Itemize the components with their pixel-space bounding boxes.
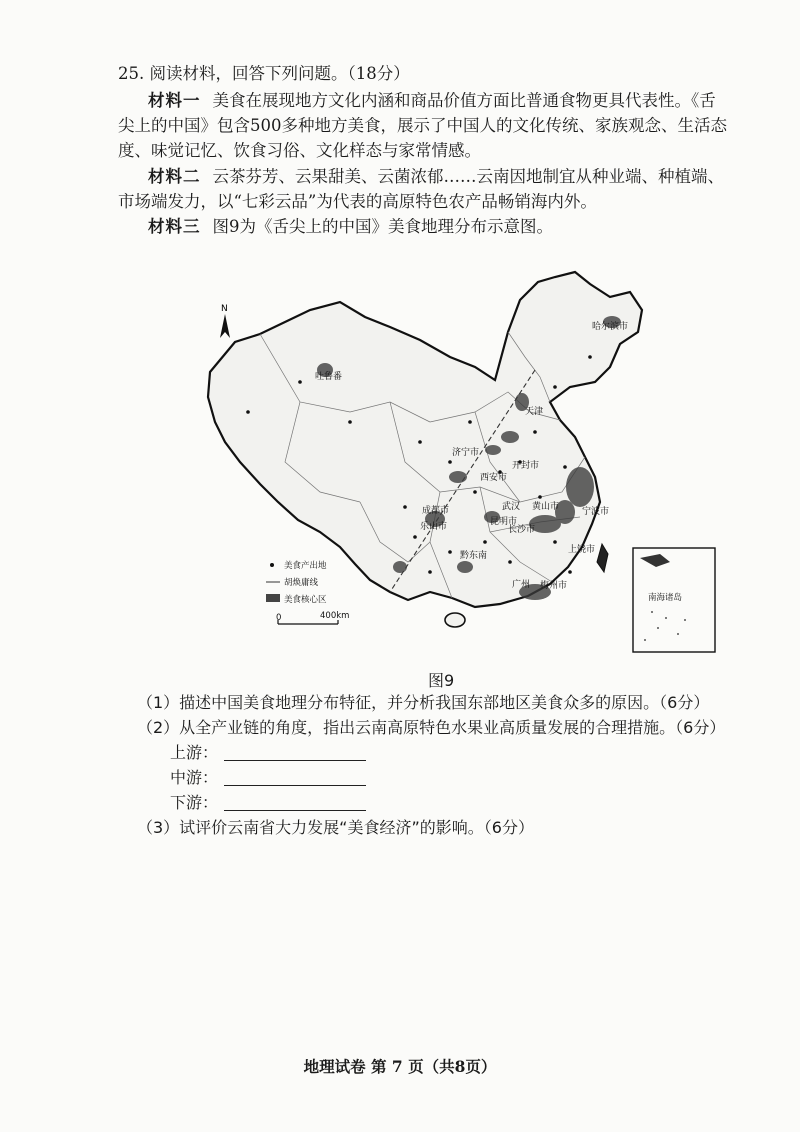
city-label-huangshan: 黄山市 bbox=[532, 502, 560, 512]
legend-point: 美食产出地 bbox=[284, 561, 327, 571]
material-three-text1: 图9为《舌尖上的中国》美食地理分布示意图。 bbox=[212, 217, 553, 236]
hainan-island bbox=[445, 613, 465, 627]
figure-caption: 图9 bbox=[428, 671, 455, 690]
city-label-meizhou: 梅州市 bbox=[540, 581, 568, 591]
city-label-turpan: 吐鲁番 bbox=[315, 372, 343, 382]
page-footer: 地理试卷 第 7 页（共8页） bbox=[303, 1057, 497, 1076]
map-svg bbox=[190, 262, 750, 662]
material-three-line1 bbox=[148, 219, 553, 236]
taiwan-island bbox=[597, 544, 608, 572]
material-one-line1 bbox=[148, 93, 716, 110]
north-label: N bbox=[221, 304, 228, 314]
city-label-chengdu: 成都市 bbox=[422, 506, 450, 516]
city-label-wuhan: 武汉 bbox=[502, 502, 521, 512]
legend-line: 胡焕庸线 bbox=[284, 578, 319, 588]
midstream-label: 中游： bbox=[170, 768, 219, 787]
city-label-qiandongnan: 黔东南 bbox=[460, 551, 488, 561]
china-outline bbox=[208, 272, 642, 607]
upstream-answer-blank[interactable] bbox=[224, 746, 366, 761]
china-food-map bbox=[190, 262, 750, 662]
legend-area: 美食核心区 bbox=[284, 595, 327, 605]
city-label-kunming: 昆明市 bbox=[490, 517, 518, 527]
city-label-ningbo: 宁波市 bbox=[582, 507, 610, 517]
subquestion-1: （1）描述中国美食地理分布特征，并分析我国东部地区美食众多的原因。（6分） bbox=[137, 693, 710, 712]
inset-label: 南海诸岛 bbox=[648, 593, 683, 603]
material-two-text1: 云茶芬芳、云果甜美、云菌浓郁……云南因地制宜从种业端、种植端、 bbox=[212, 167, 724, 186]
subquestion-2: （2）从全产业链的角度，指出云南高原特色水果业高质量发展的合理措施。（6分） bbox=[137, 718, 726, 737]
downstream-label: 下游： bbox=[170, 793, 219, 812]
material-one-line3: 度、味觉记忆、饮食习俗、文化样态与家常情感。 bbox=[118, 141, 481, 160]
material-one-label: 材料一 bbox=[148, 91, 201, 110]
map-legend bbox=[266, 560, 349, 624]
downstream-answer-blank[interactable] bbox=[224, 796, 366, 811]
city-label-xian: 西安市 bbox=[480, 473, 508, 483]
upstream-row bbox=[170, 745, 366, 761]
midstream-row bbox=[170, 770, 366, 786]
north-arrow-icon bbox=[220, 304, 230, 338]
material-two-label: 材料二 bbox=[148, 167, 201, 186]
question-title: 25. 阅读材料，回答下列问题。（18分） bbox=[118, 64, 410, 83]
city-label-shangrao: 上饶市 bbox=[568, 545, 596, 555]
south-china-sea-inset bbox=[633, 548, 715, 652]
downstream-row bbox=[170, 795, 366, 811]
midstream-answer-blank[interactable] bbox=[224, 771, 366, 786]
subquestion-3: （3）试评价云南省大力发展“美食经济”的影响。（6分） bbox=[137, 818, 534, 837]
material-two-line2: 市场端发力，以“七彩云品”为代表的高原特色农产品畅销海内外。 bbox=[118, 192, 597, 211]
upstream-label: 上游： bbox=[170, 743, 219, 762]
city-label-leshan: 乐山市 bbox=[420, 522, 448, 532]
scale-start: 0 bbox=[276, 613, 282, 623]
city-label-jining: 济宁市 bbox=[452, 448, 480, 458]
material-one-line2: 尖上的中国》包含500多种地方美食，展示了中国人的文化传统、家族观念、生活态 bbox=[118, 116, 727, 135]
city-label-tianjin: 天津 bbox=[525, 407, 544, 417]
city-label-harbin: 哈尔滨市 bbox=[592, 322, 629, 332]
scale-end: 400km bbox=[320, 611, 350, 621]
material-three-label: 材料三 bbox=[148, 217, 201, 236]
material-two-line1 bbox=[148, 169, 724, 186]
city-label-changsha: 长沙市 bbox=[508, 525, 536, 535]
city-label-kaifeng: 开封市 bbox=[512, 461, 540, 471]
material-one-text1: 美食在展现地方文化内涵和商品价值方面比普通食物更具代表性。《舌 bbox=[212, 91, 716, 110]
city-label-guangzhou: 广州 bbox=[512, 580, 531, 590]
